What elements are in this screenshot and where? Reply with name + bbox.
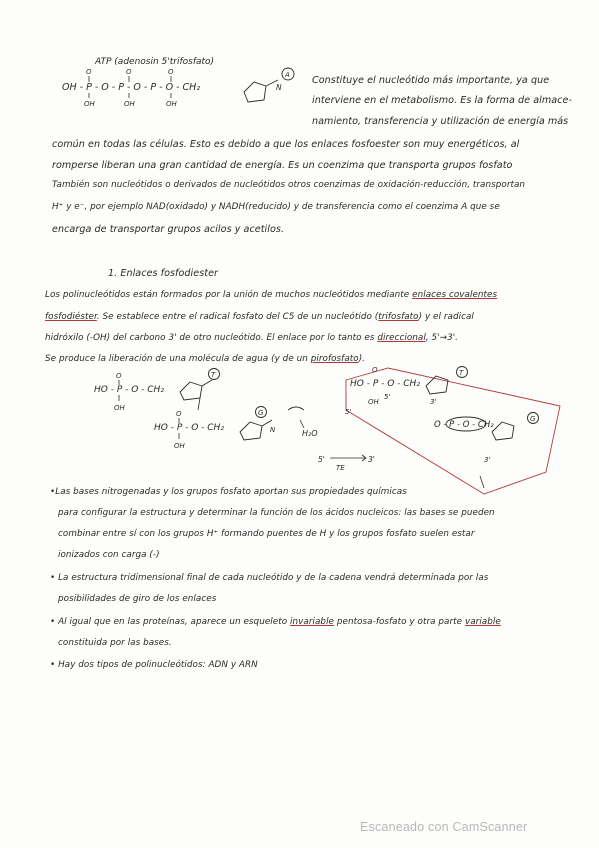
atp-oh2: OH <box>124 100 135 108</box>
atp-title: ATP (adenosin 5'trifosfato) <box>95 57 215 67</box>
bullet-line <box>50 617 501 627</box>
atp-base: A <box>285 71 290 79</box>
text-span: Se produce la liberación de una molécula de agua (y de un <box>45 354 311 364</box>
atp-oh1: OH <box>84 100 95 108</box>
underlined-term: fosfodiéster <box>45 312 97 322</box>
underlined-term: pirofosfato <box>310 354 359 364</box>
underlined-term: trifosfato <box>378 312 419 322</box>
atp-ribose-ring <box>244 82 266 102</box>
text-span: Los polinucleótidos están formados por la unión de muchos nucleótidos mediante <box>45 290 413 300</box>
prime-5b: 5' <box>345 408 352 416</box>
para1-line: H⁺ y e⁻, por ejemplo NAD(oxidado) y NADH(reducido) y de transferencia como el coenzima A que se <box>52 202 500 212</box>
para1-line: encarga de transportar grupos acilos y acetilos. <box>52 224 285 235</box>
base-t-label-2: T <box>459 369 464 377</box>
bullet-line: combinar entre sí con los grupos H⁺ formando puentes de H y los grupos fosfato suelen estar <box>58 529 475 539</box>
left2-oh: OH <box>174 442 185 450</box>
ribose-ring <box>180 382 202 400</box>
left2-formula: HO - P - O - CH₂ <box>154 423 224 433</box>
left1-formula: HO - P - O - CH₂ <box>94 385 164 395</box>
atp-o2: O <box>126 68 132 76</box>
underlined-term: invariable <box>290 617 335 627</box>
para1-line: interviene en el metabolismo. Es la forma de almace- <box>312 95 572 106</box>
right-oh: OH <box>368 398 379 406</box>
para1-line: Constituye el nucleótido más importante, ya que <box>312 75 550 86</box>
bullet-line: ionizados con carga (-) <box>58 550 160 560</box>
base-g-label-2: G <box>530 415 536 423</box>
ribose-ring <box>492 422 514 440</box>
text-span: , 5'→3'. <box>425 333 459 343</box>
atp-o3: O <box>168 68 174 76</box>
section-heading: 1. Enlaces fosfodiester <box>108 268 219 279</box>
para1-line: común en todas las células. Esto es debido a que los enlaces fosfoester son muy energéticos, al <box>52 139 520 150</box>
para1-line: namiento, transferencia y utilización de energía más <box>312 116 569 127</box>
ribose-ring <box>240 422 262 440</box>
underlined-term: variable <box>464 617 501 627</box>
arrow-5prime: 5' <box>318 455 325 464</box>
text-span: . Se establece entre el radical fosfato del C5 de un nucleótido ( <box>96 312 379 322</box>
left1-oh: OH <box>114 404 125 412</box>
bullet-line: posibilidades de giro de los enlaces <box>58 594 217 604</box>
text-span: ). <box>358 354 366 364</box>
underlined-term: enlaces covalentes <box>412 290 498 300</box>
bullet-line: • Hay dos tipos de polinucleótidos: ADN y ARN <box>50 660 258 670</box>
base-g-label: G <box>258 409 264 417</box>
section-line-3 <box>45 333 458 343</box>
atp-n: N <box>276 83 282 92</box>
section-line-1 <box>45 290 497 300</box>
text-span: pentosa-fosfato y otra parte <box>334 617 465 627</box>
bond-chain: O - P - O - CH₂ <box>434 420 494 430</box>
reaction-arrow <box>288 407 304 410</box>
atp-o1: O <box>86 68 92 76</box>
atp-oh3: OH <box>166 100 177 108</box>
underlined-term: direccional <box>377 333 426 343</box>
atp-formula: OH - P - O - P - O - P - O - CH₂ <box>62 82 201 93</box>
water-label: H₂O <box>302 429 318 438</box>
prime-3a: 3' <box>430 398 437 406</box>
bond <box>198 398 200 410</box>
right-o: O <box>372 366 378 374</box>
prime-3b: 3' <box>484 456 491 464</box>
bullet-line: para configurar la estructura y determinar la función de los ácidos nucleicos: las bases se pueden <box>58 508 495 518</box>
left1-o: O <box>116 372 122 380</box>
text-span: hidróxilo (-OH) del carbono 3' de otro nucleótido. El enlace por lo tanto es <box>45 333 378 343</box>
para1-line: romperse liberan una gran cantidad de energía. Es un coenzima que transporta grupos fosfato <box>52 160 513 171</box>
right-formula: HO - P - O - CH₂ <box>350 379 420 389</box>
n-label: N <box>270 426 276 434</box>
scanner-watermark: Escaneado con CamScanner <box>360 820 528 834</box>
bullet-line: constituida por las bases. <box>58 638 172 648</box>
section-line-4 <box>45 354 365 364</box>
bond <box>202 380 212 386</box>
arrow-3prime: 3' <box>368 455 375 464</box>
para1-line: También son nucleótidos o derivados de nucleótidos otros coenzimas de oxidación-reducción, transportan <box>52 180 526 190</box>
text-span: ) y el radical <box>418 312 474 322</box>
prime-5a: 5' <box>384 393 391 401</box>
bullet-line: • La estructura tridimensional final de cada nucleótido y de la cadena vendrá determinada por las <box>50 573 489 583</box>
base-t-label: T <box>211 371 216 379</box>
bond <box>300 420 304 428</box>
bond <box>480 476 484 488</box>
bullet-line: •Las bases nitrogenadas y los grupos fosfato aportan sus propiedades químicas <box>50 487 407 497</box>
te-label: TE <box>336 464 345 472</box>
left2-o: O <box>176 410 182 418</box>
section-line-2 <box>45 312 474 322</box>
text-span: • Al igual que en las proteínas, aparece un esqueleto <box>50 617 291 627</box>
